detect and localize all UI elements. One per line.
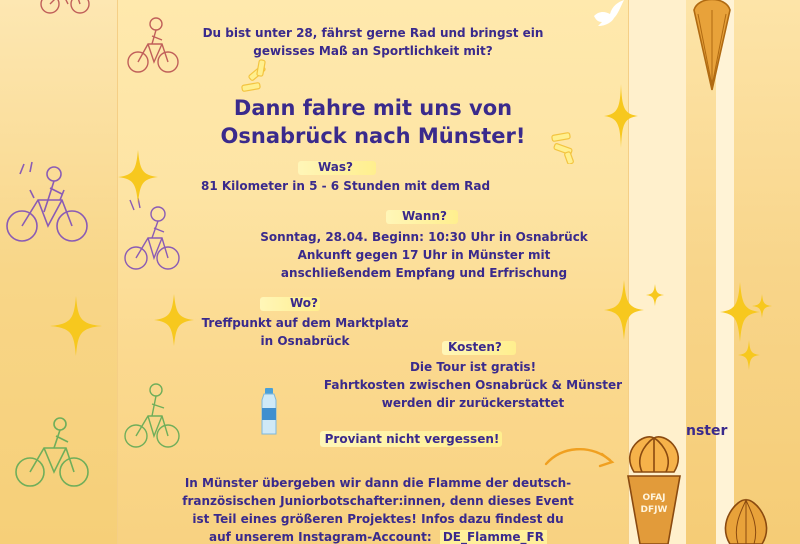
wo-label: Wo? <box>290 296 319 310</box>
wann-line-1: Sonntag, 28.04. Beginn: 10:30 Uhr in Osnabrück <box>260 230 588 244</box>
wann-text <box>258 228 590 282</box>
water-bottle-icon <box>258 388 280 436</box>
bicycle-icon <box>124 196 180 278</box>
was-text: 81 Kilometer in 5 - 6 Stunden mit dem Rad <box>201 179 491 193</box>
wann-line-3: anschließendem Empfang und Erfrischung <box>280 266 568 280</box>
sparkle-icon <box>154 294 194 346</box>
sparkle-icon <box>604 280 644 340</box>
side-text: nster <box>686 423 728 439</box>
wo-line-1: Treffpunkt auf dem Marktplatz <box>201 316 409 330</box>
wo-text <box>198 314 412 350</box>
torch-icon <box>714 494 778 544</box>
sparkle-icon <box>240 58 276 98</box>
wann-line-2: Ankunft gegen 17 Uhr in Münster mit <box>297 248 551 262</box>
kosten-text <box>314 358 632 412</box>
torch-label-line-2: DFJW <box>640 505 668 515</box>
bicycle-icon <box>124 376 180 456</box>
arrow-icon <box>542 440 618 480</box>
kosten-line-3: werden dir zurückerstattet <box>381 396 565 410</box>
bicycle-icon <box>14 414 90 494</box>
wo-line-2: in Osnabrück <box>260 334 350 348</box>
sparkle-icon <box>646 284 664 306</box>
was-label: Was? <box>318 160 354 174</box>
torch-icon <box>614 430 696 544</box>
sparkle-icon <box>604 84 638 148</box>
outro-line-1: In Münster übergeben wir dann die Flamme der deutsch- <box>184 476 572 490</box>
sparkle-icon <box>50 296 102 356</box>
instagram-handle[interactable]: DE_Flamme_FR <box>440 530 547 544</box>
outro-instagram-text: auf unserem Instagram-Account: <box>209 530 432 544</box>
sparkle-icon <box>752 294 772 318</box>
poster <box>118 0 628 544</box>
wann-label: Wann? <box>402 209 447 223</box>
intro-line-1: Du bist unter 28, fährst gerne Rad und bringst ein <box>202 26 544 40</box>
outro-line-3: ist Teil eines größeren Projektes! Infos dazu findest du <box>192 512 564 526</box>
torch-icon <box>684 0 740 100</box>
headline-line-2: Osnabrück nach Münster! <box>220 124 526 148</box>
kosten-line-1: Die Tour ist gratis! <box>409 360 537 374</box>
bicycle-icon <box>40 0 90 22</box>
intro-text <box>118 24 628 60</box>
sparkle-icon <box>118 150 158 204</box>
proviant-text: Proviant nicht vergessen! <box>324 432 500 446</box>
outro-line-2: französischen Juniorbotschafter:innen, denn dieses Event <box>182 494 574 508</box>
kosten-label: Kosten? <box>448 340 502 354</box>
sparkle-icon <box>738 340 760 370</box>
kosten-line-2: Fahrtkosten zwischen Osnabrück & Münster <box>323 378 623 392</box>
intro-line-2: gewisses Maß an Sportlichkeit mit? <box>253 44 493 58</box>
torch-label-line-1: OFAJ <box>642 493 666 503</box>
outro-text <box>178 474 578 544</box>
bicycle-icon <box>4 160 90 250</box>
sparkle-icon <box>548 130 584 164</box>
outro-line-4 <box>178 528 578 544</box>
headline-line-1: Dann fahre mit uns von <box>233 96 513 120</box>
